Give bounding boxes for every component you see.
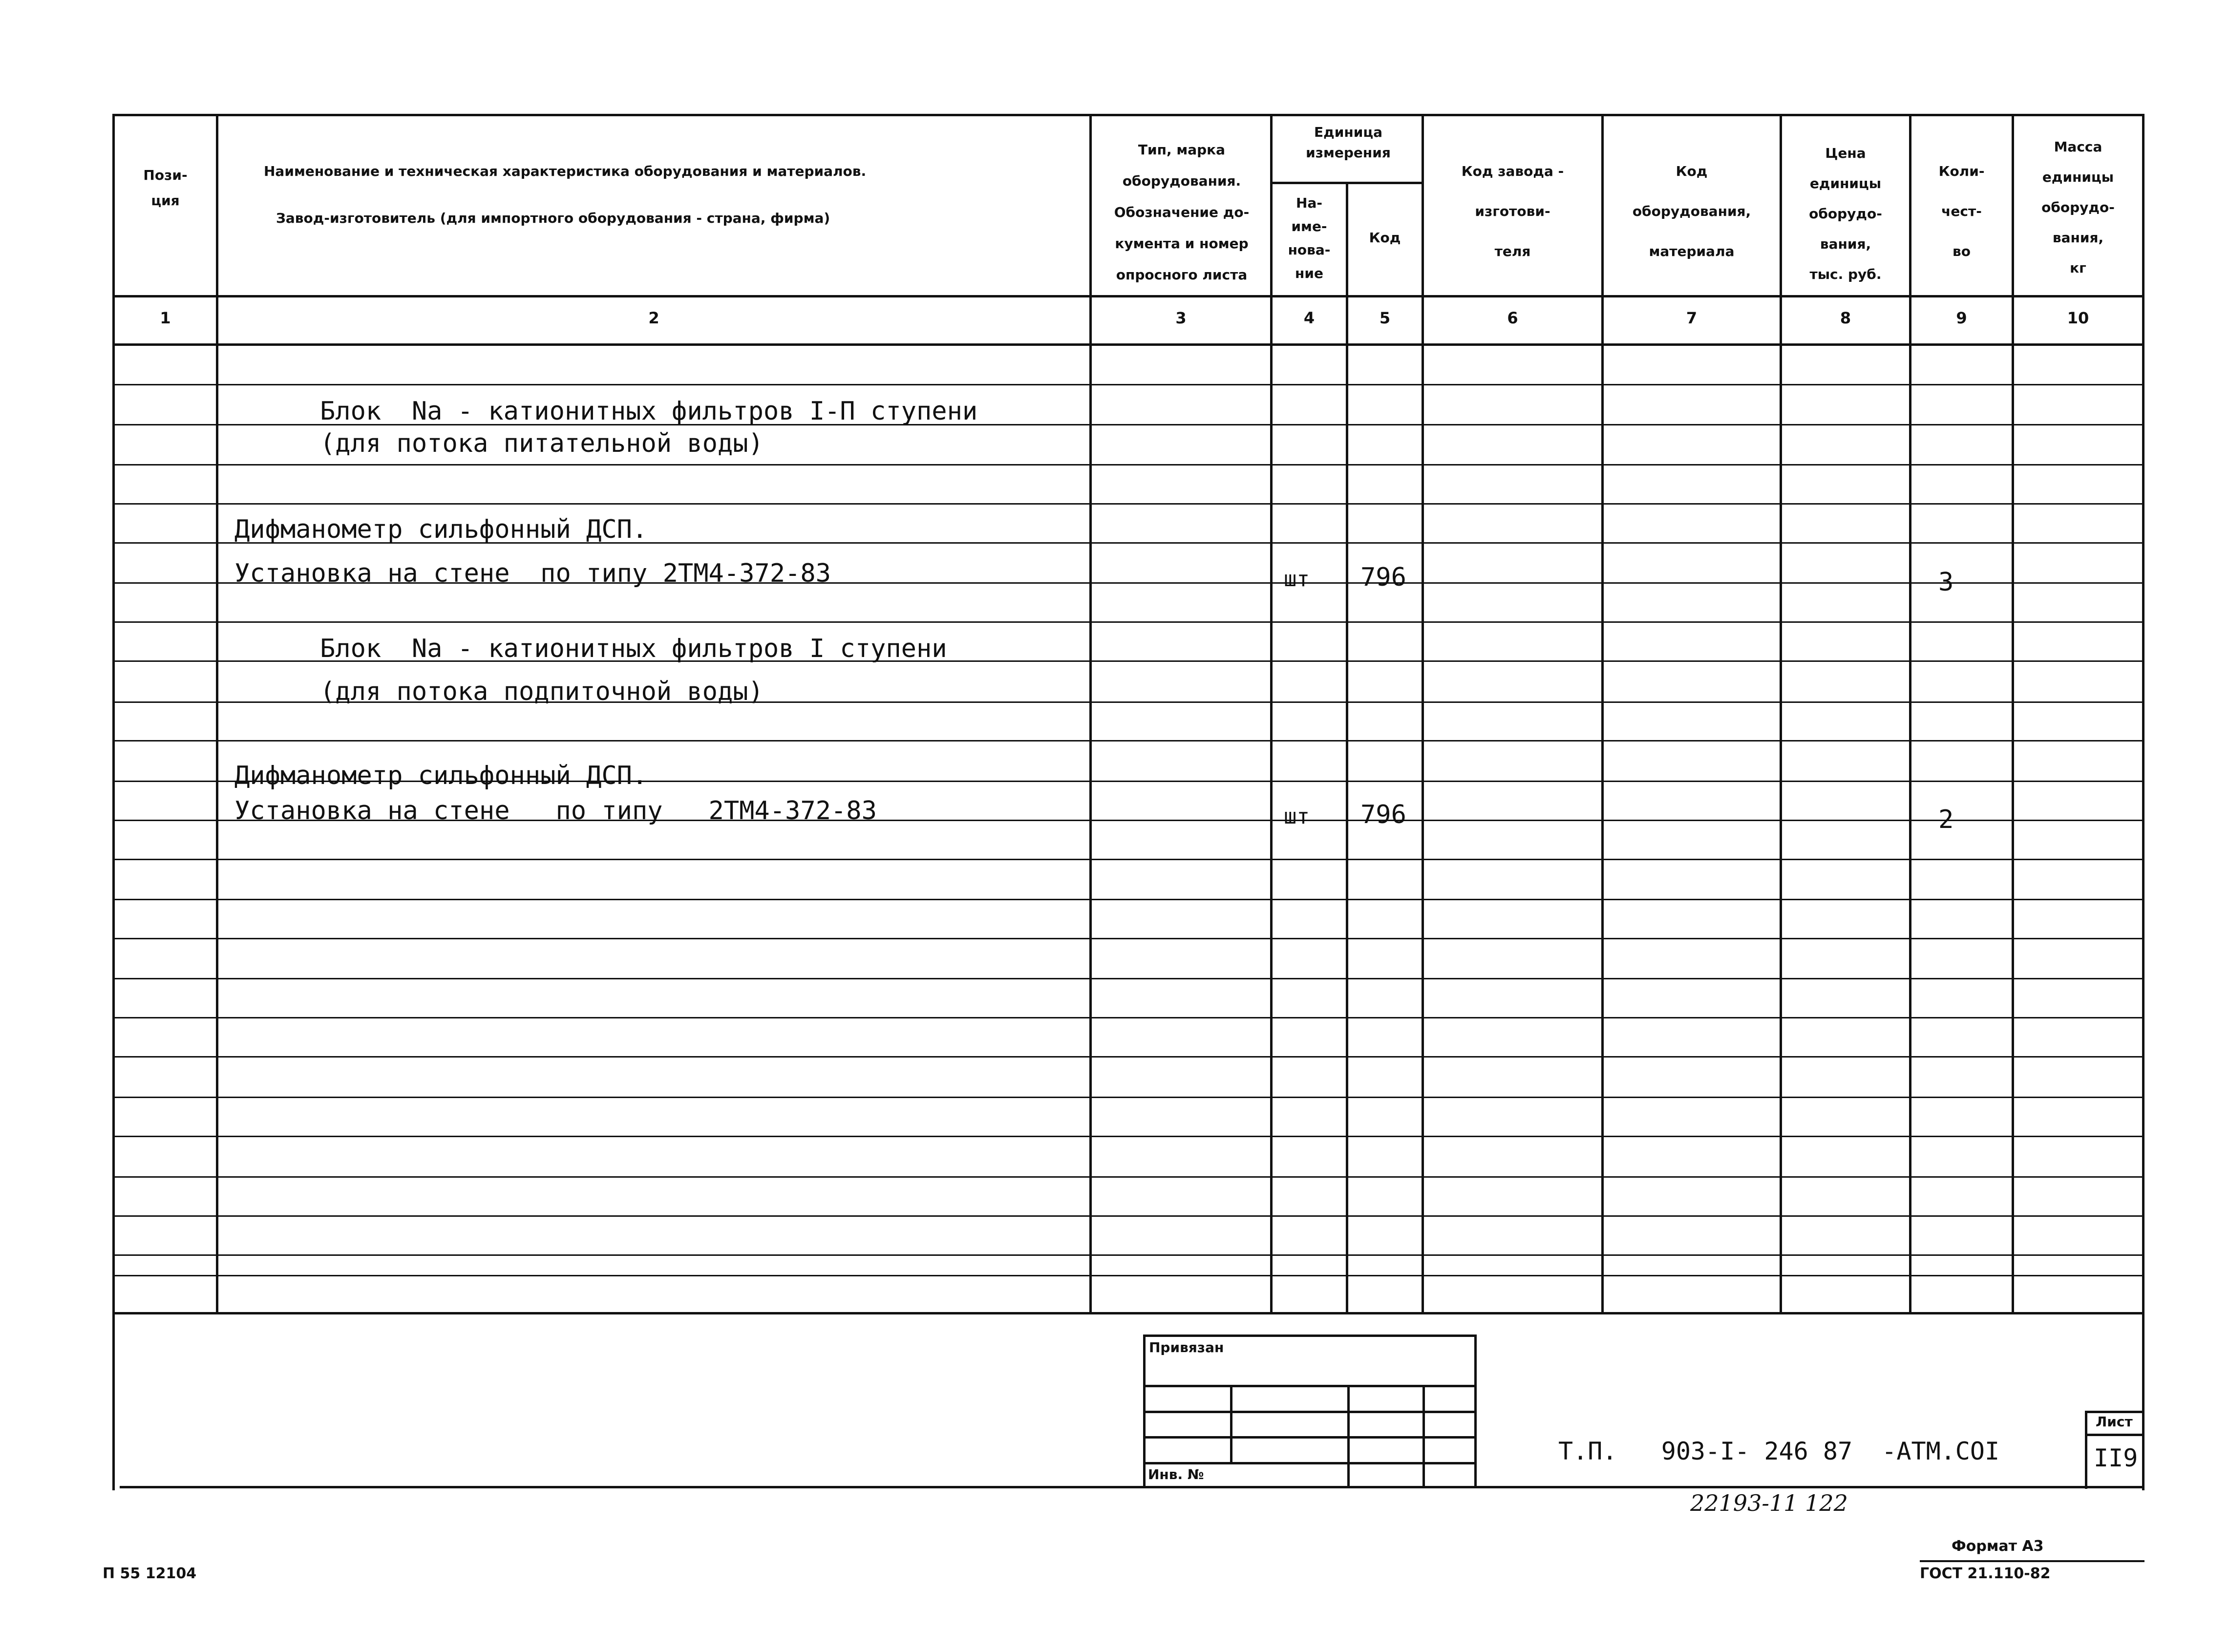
row-rule bbox=[112, 978, 2144, 979]
col-9-10-divider bbox=[2012, 114, 2014, 1313]
row-unit: шт bbox=[1284, 804, 1310, 829]
header-col9: Коли- чест- во bbox=[1938, 163, 1985, 259]
row-rule bbox=[112, 1017, 2144, 1018]
row-name: Дифманометр сильфонный ДСП. bbox=[234, 761, 648, 790]
header-col1: Пози- ция bbox=[143, 167, 188, 209]
table-bottom-line bbox=[112, 1312, 2144, 1314]
header-bottom-line bbox=[112, 295, 2144, 297]
gost-label: ГОСТ 21.110-82 bbox=[1920, 1565, 2051, 1582]
stamp-divider bbox=[1347, 1385, 1350, 1487]
colnum-10: 10 bbox=[2067, 309, 2089, 327]
header-col2-line1: Наименование и техническая характеристика оборудования и материалов. bbox=[264, 163, 867, 179]
colnum-3: 3 bbox=[1175, 309, 1187, 327]
row-rule bbox=[112, 384, 2144, 385]
sheet-box-top bbox=[2085, 1411, 2144, 1413]
row-name: Установка на стене по типу 2ТМ4-372-83 bbox=[234, 796, 877, 826]
row-rule bbox=[112, 899, 2144, 900]
row-rule bbox=[112, 464, 2144, 466]
inv-label: Инв. № bbox=[1148, 1466, 1204, 1483]
row-code: 796 bbox=[1360, 800, 1406, 829]
header-col7: Код оборудования, материала bbox=[1632, 163, 1751, 259]
colnum-7: 7 bbox=[1686, 309, 1698, 327]
col-1-2-divider bbox=[216, 114, 218, 1313]
row-unit: шт bbox=[1284, 567, 1310, 592]
header-col4: На- име- нова- ние bbox=[1288, 195, 1331, 281]
row-rule bbox=[112, 1215, 2144, 1217]
row-qty: 2 bbox=[1938, 805, 1954, 834]
handwritten-number: 22193-11 122 bbox=[1690, 1490, 1848, 1516]
numbers-bottom-line bbox=[112, 343, 2144, 346]
sheet-label: Лист bbox=[2096, 1414, 2133, 1430]
row-name: Блок Na - катионитных фильтров I ступени bbox=[320, 634, 947, 663]
col-7-8-divider bbox=[1780, 114, 1782, 1313]
row-name: Блок Na - катионитных фильтров I-П ступени bbox=[320, 397, 978, 426]
row-rule bbox=[112, 938, 2144, 939]
frame-top bbox=[112, 114, 2144, 116]
row-name: (для потока подпиточной воды) bbox=[320, 677, 764, 706]
row-rule bbox=[112, 1275, 2144, 1276]
row-rule bbox=[112, 1097, 2144, 1098]
privyazan-label: Привязан bbox=[1149, 1339, 1224, 1355]
colnum-1: 1 bbox=[160, 309, 171, 327]
left-code: П 55 12104 bbox=[103, 1565, 197, 1582]
stamp-line bbox=[1143, 1385, 1475, 1387]
row-name: (для потока питательной воды) bbox=[320, 429, 764, 458]
col-2-3-divider bbox=[1089, 114, 1092, 1313]
footer-line bbox=[1920, 1560, 2144, 1562]
stamp-line bbox=[1143, 1411, 1475, 1413]
colnum-4: 4 bbox=[1303, 309, 1315, 327]
row-rule bbox=[112, 503, 2144, 505]
row-rule bbox=[112, 859, 2144, 860]
col-4-5-divider bbox=[1346, 182, 1348, 1313]
header-col6: Код завода - изготови- теля bbox=[1461, 163, 1564, 259]
row-code: 796 bbox=[1360, 563, 1406, 592]
format-label: Формат А3 bbox=[1952, 1538, 2044, 1555]
stamp-divider bbox=[1230, 1385, 1232, 1463]
stamp-line bbox=[1143, 1436, 1475, 1439]
row-name: Установка на стене по типу 2ТМ4-372-83 bbox=[234, 559, 831, 588]
row-rule bbox=[112, 621, 2144, 623]
stamp-top bbox=[1143, 1334, 1475, 1337]
col-5-6-divider bbox=[1422, 114, 1424, 1313]
row-rule bbox=[112, 1056, 2144, 1058]
colnum-8: 8 bbox=[1840, 309, 1851, 327]
row-name: Дифманометр сильфонный ДСП. bbox=[234, 515, 648, 544]
col-8-9-divider bbox=[1909, 114, 1911, 1313]
colnum-2: 2 bbox=[648, 309, 659, 327]
stamp-divider bbox=[1422, 1385, 1425, 1487]
header-col3: Тип, марка оборудования. Обозначение до- кумента и номер опросного листа bbox=[1114, 142, 1250, 283]
document-code: Т.П. 903-I- 246 87 -АТМ.СОI bbox=[1558, 1437, 2000, 1465]
row-rule bbox=[112, 1176, 2144, 1178]
col-6-7-divider bbox=[1601, 114, 1604, 1313]
stamp-line bbox=[1143, 1462, 1475, 1464]
row-rule bbox=[112, 1136, 2144, 1137]
header-col10: Масса единицы оборудо- вания, кг bbox=[2041, 139, 2115, 276]
row-rule bbox=[112, 740, 2144, 741]
sheet-box-mid bbox=[2085, 1434, 2144, 1436]
colnum-9: 9 bbox=[1956, 309, 1967, 327]
row-qty: 3 bbox=[1938, 568, 1954, 597]
row-rule bbox=[112, 1254, 2144, 1256]
col-3-4-divider bbox=[1270, 114, 1273, 1313]
frame-bottom bbox=[120, 1486, 2144, 1488]
colnum-6: 6 bbox=[1507, 309, 1518, 327]
colnum-5: 5 bbox=[1379, 309, 1391, 327]
sheet-number: II9 bbox=[2094, 1444, 2138, 1472]
sheet-box-left bbox=[2085, 1411, 2087, 1489]
header-col2-line2: Завод-изготовитель (для импортного оборудования - страна, фирма) bbox=[276, 210, 830, 226]
header-col8: Цена единицы оборудо- вания, тыс. руб. bbox=[1809, 145, 1882, 282]
header-unit-group: Единица измерения bbox=[1306, 124, 1391, 161]
frame-right bbox=[2142, 114, 2144, 1490]
header-col5: Код bbox=[1369, 230, 1401, 246]
